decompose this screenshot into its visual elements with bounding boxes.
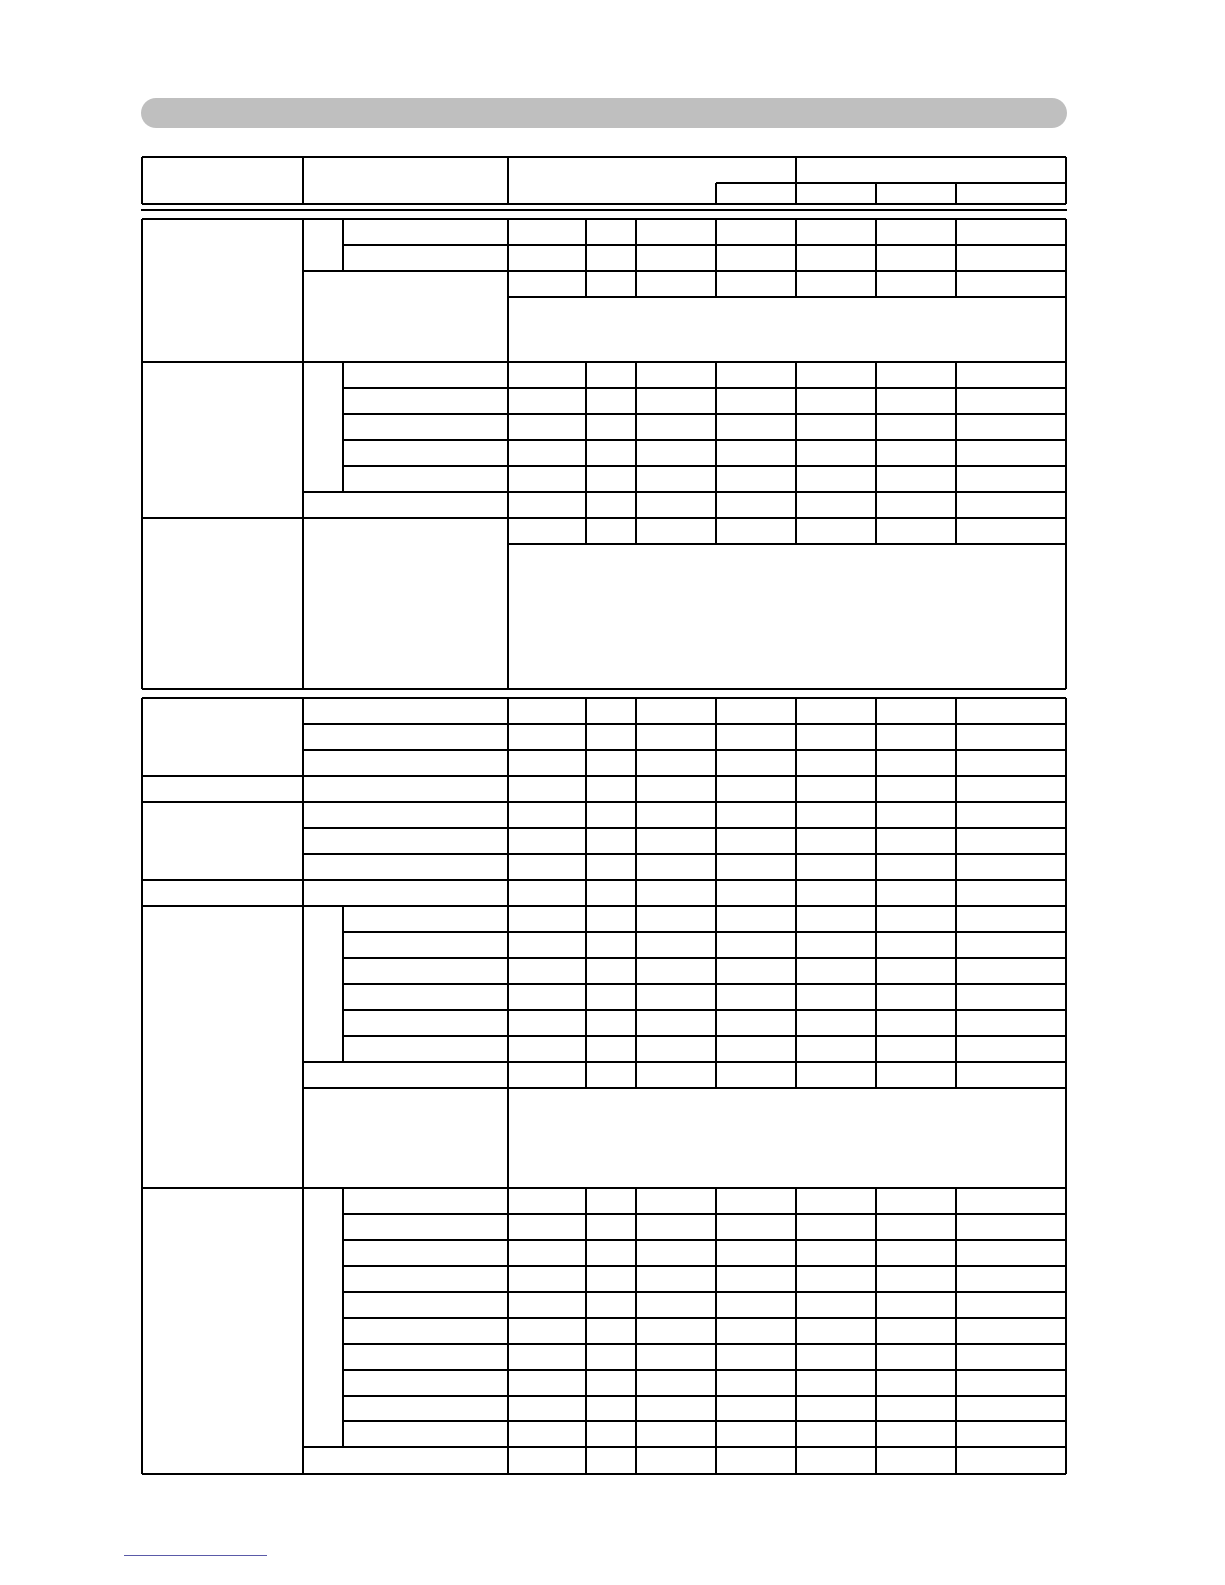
footer-link-underline — [124, 1555, 267, 1556]
header-separator-line — [141, 209, 1067, 211]
